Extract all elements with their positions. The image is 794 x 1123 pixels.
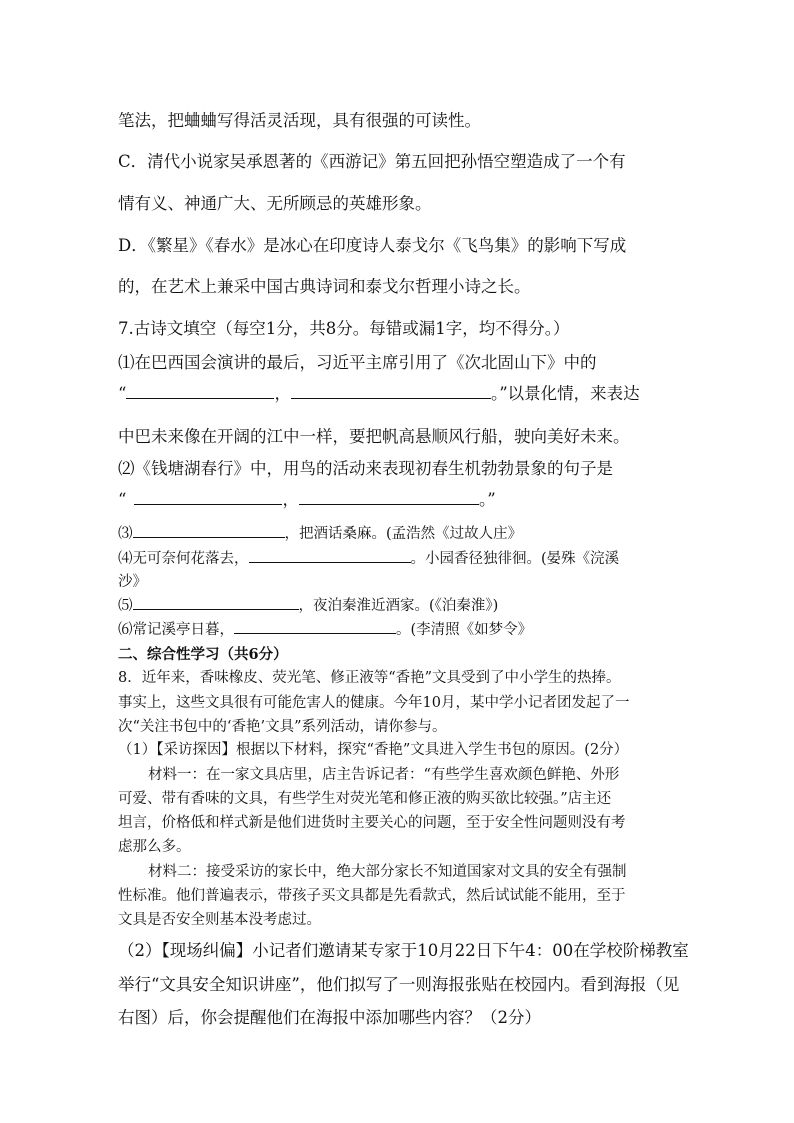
answer-blank[interactable] (133, 595, 299, 610)
q7-part2-line1: ⑵《钱塘湖春行》中，用鸟的活动来表现初春生机勃勃景象的句子是 (118, 459, 613, 478)
material-1-line3: 坦言，价格低和样式新是他们进货时主要关心的问题，至于安全性问题则没有考 (118, 815, 626, 831)
q8-intro-line2: 事实上，这些文具很有可能危害人的健康。今年10月，某中学小记者团发起了一 (118, 695, 630, 711)
q8-subquestion-2-line2: 举行“文具安全知识讲座”，他们拟写了一则海报张贴在校园内。看到海报（见 (118, 975, 680, 994)
option-b-continued: 笔法，把蛐蛐写得活灵活现，具有很强的可读性。 (118, 111, 481, 130)
q8-intro-line1: 8．近年来，香味橡皮、荧光笔、修正液等“香艳”文具受到了中小学生的热捧。 (118, 670, 621, 686)
answer-blank[interactable] (299, 490, 479, 505)
material-2-line3: 文具是否安全则基本没考虑过。 (118, 912, 321, 928)
q7-part6: ⑹常记溪亭日暮， 。(李清照《如梦令》 (118, 618, 532, 639)
answer-blank[interactable] (291, 384, 491, 399)
q8-subquestion-2-line3: 右图）后，你会提醒他们在海报中添加哪些内容？（2分） (118, 1008, 541, 1027)
material-1-line1: 材料一：在一家文具店里，店主告诉记者：“有些学生喜欢颜色鲜艳、外形 (148, 767, 620, 783)
q7-part1-line2: “ ， 。”以景化情，来表达 (118, 384, 640, 403)
option-c-line2: 情有义、神通广大、无所顾忌的英雄形象。 (118, 194, 432, 213)
material-2-line2: 性标准。他们普遍表示，带孩子买文具都是先看款式，然后试试能不能用，至于 (118, 888, 626, 904)
q8-subquestion-1: （1）【采访探因】根据以下材料，探究“香艳”文具进入学生书包的原因。(2分） (118, 742, 629, 758)
option-d-line1: D．《繁星》《春水》是冰心在印度诗人泰戈尔《飞鸟集》的影响下写成 (118, 236, 627, 255)
answer-blank[interactable] (134, 490, 282, 505)
q7-part4-line1: ⑷无可奈何花落去， 。小园香径独徘徊。(晏殊《浣溪 (118, 547, 619, 568)
answer-blank[interactable] (234, 619, 396, 634)
material-1-line4: 虑那么多。 (118, 839, 191, 855)
option-d-line2: 的，在艺术上兼采中国古典诗词和泰戈尔哲理小诗之长。 (118, 277, 531, 296)
material-2-line1: 材料二：接受采访的家长中，绝大部分家长不知道国家对文具的安全有强制 (148, 864, 627, 880)
q7-part3: ⑶ ，把酒话桑麻。(孟浩然《过故人庄》 (118, 522, 522, 543)
answer-blank[interactable] (249, 548, 411, 563)
option-c-line1: C．清代小说家吴承恩著的《西游记》第五回把孙悟空塑造成了一个有 (118, 152, 626, 171)
q7-part2-line2: “ ， 。” (118, 490, 496, 509)
q7-part5: ⑸ ，夜泊秦淮近酒家。(《泊秦淮》) (118, 594, 498, 615)
material-1-line2: 可爱、带有香味的文具，有些学生对荧光笔和修正液的购买欲比较强。”店主还 (118, 791, 612, 807)
section-2-title: 二、综合性学习（共6分） (118, 646, 288, 663)
q7-part4-line2: 沙》 (118, 574, 147, 590)
answer-blank[interactable] (133, 523, 285, 538)
question-7-title: 7.古诗文填空（每空1分，共8分。每错或漏1字，均不得分。） (118, 319, 570, 338)
q7-part1-line1: ⑴在巴西国会演讲的最后，习近平主席引用了《次北固山下》中的 (118, 353, 597, 372)
q8-subquestion-2-line1: （2）【现场纠偏】小记者们邀请某专家于10月22日下午4：00在学校阶梯教室 (118, 941, 689, 960)
q8-intro-line3: 次“关注书包中的‘香艳’文具”系列活动，请你参与。 (118, 719, 447, 735)
answer-blank[interactable] (126, 384, 274, 399)
q7-part1-line3: 中巴未来像在开阔的江中一样，要把帆高悬顺风行船，驶向美好未来。 (118, 427, 630, 446)
